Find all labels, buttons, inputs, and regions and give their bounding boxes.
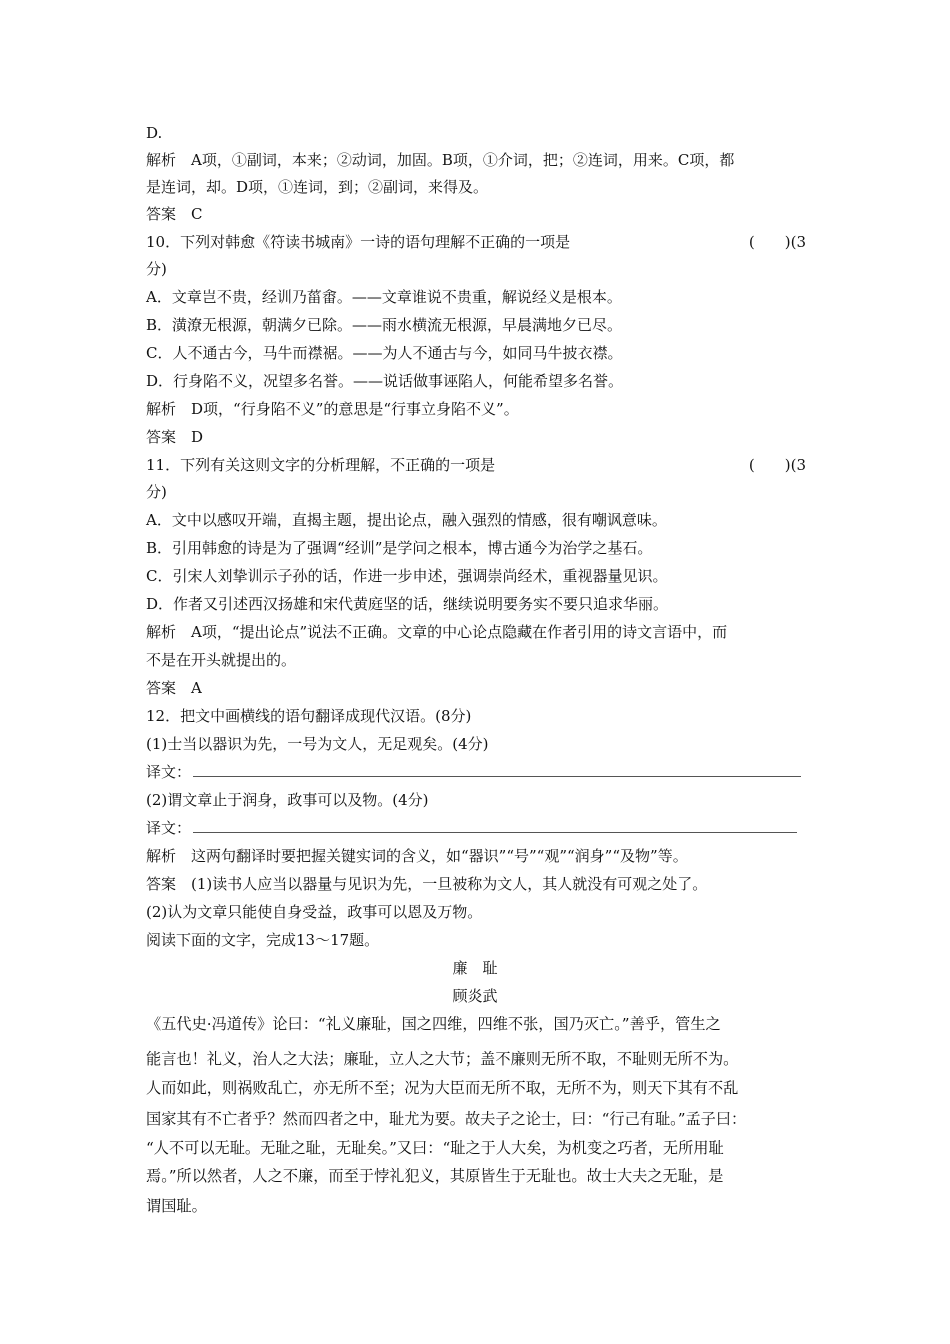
translation-blank-2[interactable] (193, 821, 797, 833)
reading-title: 廉 耻 (452, 959, 498, 977)
q11-option-b: B．引用韩愈的诗是为了强调“经训”是学问之根本，博古通今为治学之基石。 (146, 539, 653, 557)
translation-blank-1[interactable] (193, 765, 801, 777)
q9-answer: 答案 C (146, 205, 203, 223)
q10-analysis: 解析 D项，“行身陷不义”的意思是“行事立身陷不义”。 (146, 400, 519, 418)
q11-option-d: D．作者又引述西汉扬雄和宋代黄庭坚的话，继续说明要务实不要只追求华丽。 (146, 595, 669, 613)
q10-option-b: B．潢潦无根源，朝满夕已除。——雨水横流无根源，早晨满地夕已尽。 (146, 316, 623, 334)
q11-mark: ( )(3 (748, 456, 806, 474)
q12-analysis: 解析 这两句翻译时要把握关键实词的含义，如“器识”“号”“观”“润身”“及物”等。 (146, 847, 688, 865)
q10-score: 分) (146, 260, 167, 278)
reading-instruction: 阅读下面的文字，完成13～17题。 (146, 931, 380, 949)
reading-line-5: “人不可以无耻。无耻之耻，无耻矣。”又曰：“耻之于人大矣，为机变之巧者，无所用耻 (146, 1139, 724, 1157)
reading-author: 顾炎武 (452, 987, 498, 1005)
q9-analysis-line-1: 解析 A项，①副词，本来；②动词，加固。B项，①介词，把；②连词，用来。C项，都 (146, 151, 735, 169)
translation-label: 译文： (146, 819, 192, 837)
q9-analysis-line-2: 是连词，却。D项，①连词，到；②副词，来得及。 (146, 178, 489, 196)
q11-analysis-line-2: 不是在开头就提出的。 (146, 651, 297, 669)
q10-option-c: C．人不通古今，马牛而襟裾。——为人不通古与今，如同马牛披衣襟。 (146, 344, 623, 362)
q12-stem: 12．把文中画横线的语句翻译成现代汉语。(8分) (146, 707, 472, 725)
q10-option-a: A．文章岂不贵，经训乃菑畬。——文章谁说不贵重，解说经义是根本。 (146, 288, 622, 306)
q10-mark: ( )(3 (748, 233, 806, 251)
q11-option-a: A．文中以感叹开端，直揭主题，提出论点，融入强烈的情感，很有嘲讽意味。 (146, 511, 667, 529)
q12-translation-1[interactable] (146, 762, 801, 784)
reading-line-6: 焉。”所以然者，人之不廉，而至于悖礼犯义，其原皆生于无耻也。故士大夫之无耻，是 (146, 1167, 724, 1185)
reading-line-1: 《五代史·冯道传》论曰：“礼义廉耻，国之四维，四维不张，国乃灭亡。”善乎，管生之 (146, 1015, 721, 1033)
q10-option-d: D．行身陷不义，况望多名誉。——说话做事诬陷人，何能希望多名誉。 (146, 372, 624, 390)
q11-answer: 答案 A (146, 679, 202, 697)
q10-stem: 10．下列对韩愈《符读书城南》一诗的语句理解不正确的一项是 (146, 233, 571, 251)
q12-translation-2[interactable] (146, 818, 797, 840)
reading-line-7: 谓国耻。 (146, 1197, 207, 1215)
q12-answer-line-1: 答案 (1)读书人应当以器量与见识为先，一旦被称为文人，其人就没有可观之处了。 (146, 875, 708, 893)
q12-sub2: (2)谓文章止于润身，政事可以及物。(4分) (146, 791, 429, 809)
q9-option-d: D. (146, 124, 163, 142)
reading-line-3: 人而如此，则祸败乱亡，亦无所不至；况为大臣而无所不取，无所不为，则天下其有不乱 (146, 1079, 739, 1097)
reading-line-2: 能言也！礼义，治人之大法；廉耻，立人之大节；盖不廉则无所不取，不耻则无所不为。 (146, 1050, 739, 1068)
reading-line-4: 国家其有不亡者乎？然而四者之中，耻尤为要。故夫子之论士，曰：“行己有耻。”孟子曰： (146, 1110, 747, 1128)
q12-sub1: (1)士当以器识为先，一号为文人，无足观矣。(4分) (146, 735, 489, 753)
q10-answer: 答案 D (146, 428, 204, 446)
q12-answer-line-2: (2)认为文章只能使自身受益，政事可以恩及万物。 (146, 903, 483, 921)
q11-option-c: C．引宋人刘挚训示子孙的话，作进一步申述，强调崇尚经术，重视器量见识。 (146, 567, 668, 585)
q11-stem: 11．下列有关这则文字的分析理解，不正确的一项是 (146, 456, 496, 474)
q11-analysis-line-1: 解析 A项，“提出论点”说法不正确。文章的中心论点隐藏在作者引用的诗文言语中，而 (146, 623, 728, 641)
translation-label: 译文： (146, 763, 192, 781)
q11-score: 分) (146, 483, 167, 501)
